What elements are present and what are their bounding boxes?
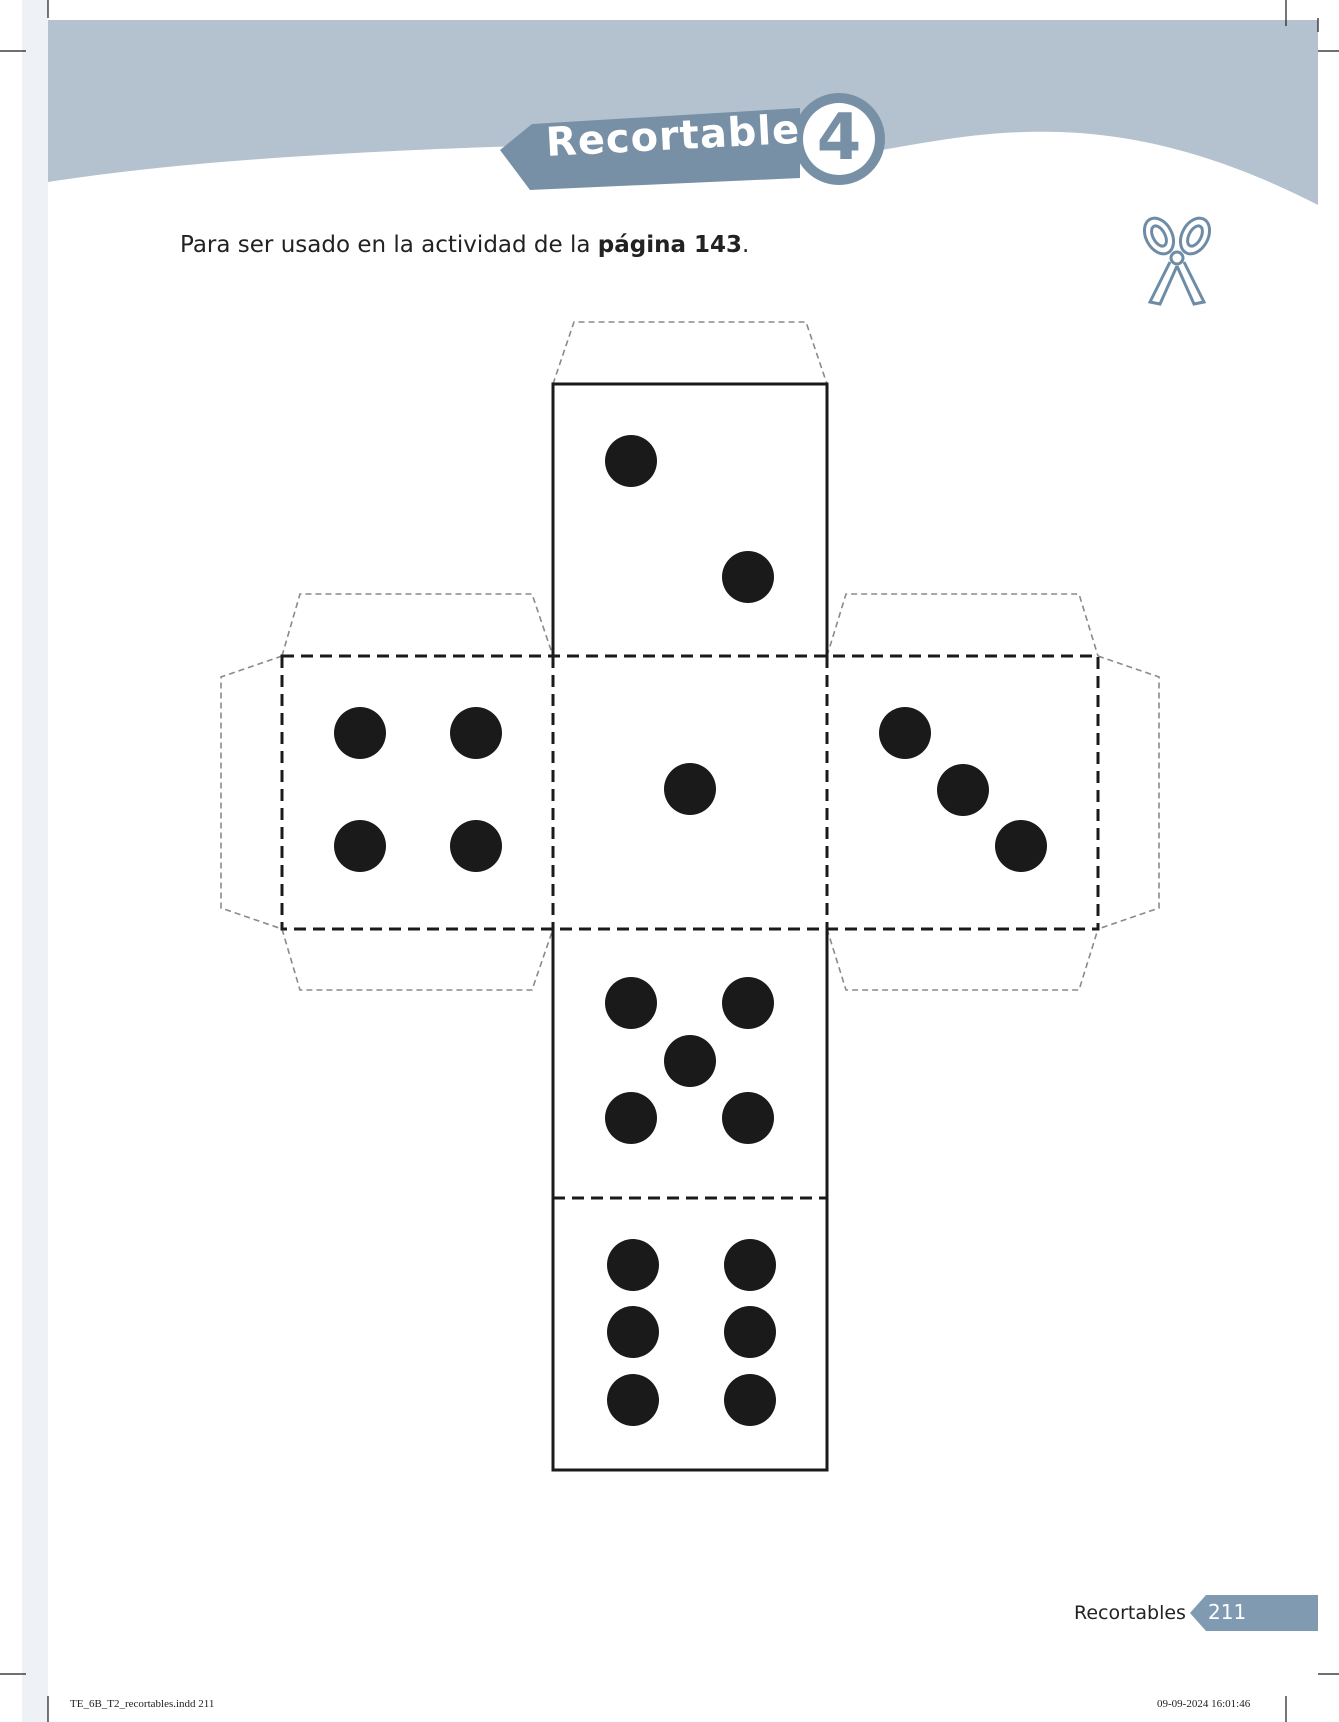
pip [722, 1092, 774, 1144]
pip [607, 1239, 659, 1291]
glue-tab-left-bottom [282, 929, 553, 990]
pip [995, 820, 1047, 872]
pip [724, 1306, 776, 1358]
pip [605, 977, 657, 1029]
pips-center-face [664, 763, 716, 815]
glue-tab-right-top [827, 594, 1098, 656]
recortable-title: Recortable [544, 106, 802, 166]
die-net-folds [282, 656, 1098, 1198]
pip [722, 551, 774, 603]
pip [605, 435, 657, 487]
pips-below-center-face [605, 977, 774, 1144]
pip [450, 820, 502, 872]
pip [664, 763, 716, 815]
glue-tab-top [553, 322, 827, 384]
glue-tab-left-side [221, 656, 282, 929]
footer-section-label: Recortables [1074, 1602, 1186, 1624]
intro-page-reference: página 143 [597, 232, 743, 258]
pips-bottom-face [607, 1239, 776, 1426]
pip [334, 820, 386, 872]
pips-left-face [334, 707, 502, 872]
pip [605, 1092, 657, 1144]
footer-page-number: 211 [1208, 1600, 1247, 1624]
glue-tab-right-side [1098, 656, 1159, 929]
intro-text-end: . [742, 232, 750, 258]
intro-text-start: Para ser usado en la actividad de la [180, 232, 598, 258]
pip [450, 707, 502, 759]
pip [937, 764, 989, 816]
pip [724, 1239, 776, 1291]
glue-tab-right-bottom [827, 929, 1098, 990]
pip [664, 1035, 716, 1087]
pip [607, 1306, 659, 1358]
pip [879, 707, 931, 759]
pips-right-face [879, 707, 1047, 872]
pip [334, 707, 386, 759]
glue-tab-left-top [282, 594, 553, 656]
pip [607, 1374, 659, 1426]
pip [724, 1374, 776, 1426]
pips-top-face [605, 435, 774, 603]
recortable-number: 4 [816, 101, 862, 175]
slug-filename: TE_6B_T2_recortables.indd 211 [70, 1698, 215, 1710]
pip [722, 977, 774, 1029]
binding-strip [22, 0, 48, 1722]
slug-timestamp: 09-09-2024 16:01:46 [1157, 1698, 1251, 1710]
die-net-outline [553, 384, 827, 1470]
scissors-icon [1139, 213, 1216, 304]
intro-text [180, 232, 749, 258]
